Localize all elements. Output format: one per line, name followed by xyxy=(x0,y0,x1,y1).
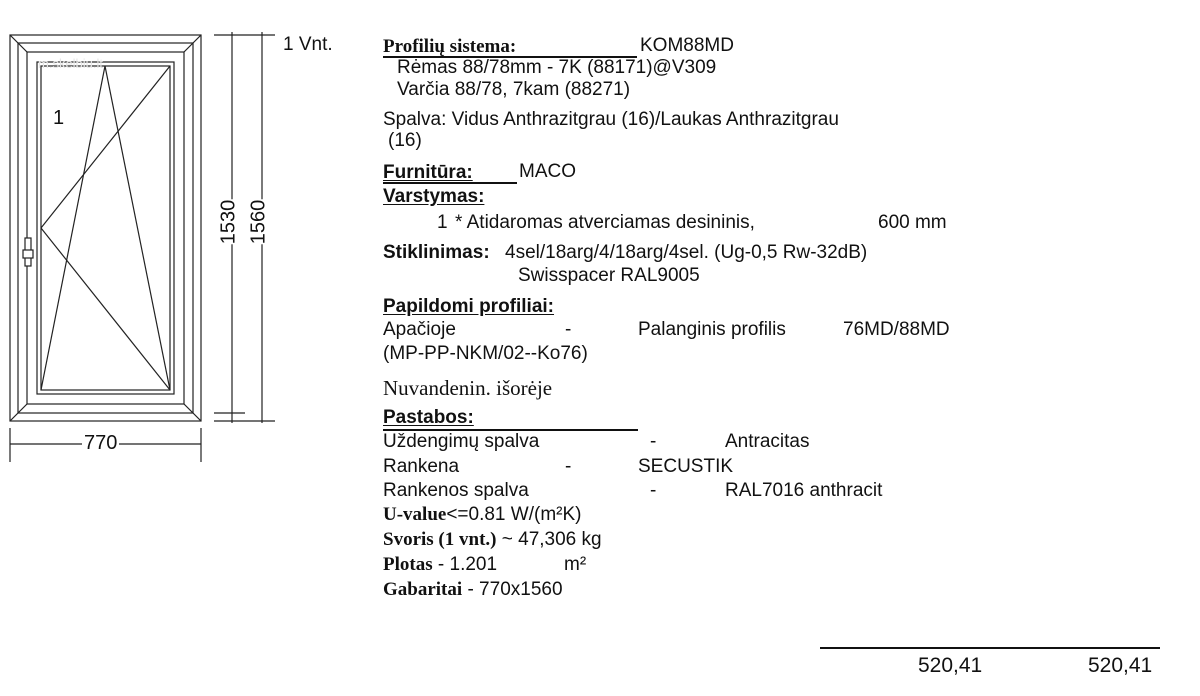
glazing-line2: Swisspacer RAL9005 xyxy=(518,265,700,286)
frame-inner-line xyxy=(18,43,193,413)
drainage-note: Nuvandenin. išorėje xyxy=(383,376,553,400)
unit-price: 520,41 xyxy=(918,654,983,677)
turn-line-bottom xyxy=(41,228,170,390)
hardware-label: Furnitūra: xyxy=(383,162,473,183)
outer-height-dimension: 1560 xyxy=(247,199,270,245)
quantity-label: 1 Vnt. xyxy=(283,34,333,55)
opening-width: 600 mm xyxy=(878,212,947,233)
hardware-value: MACO xyxy=(519,161,576,182)
color-spec-line1: Spalva: Vidus Anthrazitgrau (16)/Laukas Anthrazitgrau xyxy=(383,109,839,130)
frame-spec: Rėmas 88/78mm - 7K (88171)@V309 xyxy=(397,57,717,78)
glazing-line1: 4sel/18arg/4/18arg/4sel. (Ug-0,5 Rw-32dB) xyxy=(505,242,868,263)
tilt-line-left xyxy=(41,66,105,390)
profile-system-label: Profilių sistema: xyxy=(383,36,517,57)
note-dash: - xyxy=(650,431,657,452)
tilt-line-right xyxy=(105,66,170,390)
extra-dash: - xyxy=(565,319,572,340)
weight-label: Svoris (1 vnt.) xyxy=(383,529,497,550)
price-rule xyxy=(820,647,1160,649)
sash-outer xyxy=(27,52,184,404)
note-value: SECUSTIK xyxy=(638,456,734,477)
sash-spec: Varčia 88/78, 7kam (88271) xyxy=(397,79,631,100)
notes-label: Pastabos: xyxy=(383,407,474,428)
inner-height-dimension: 1530 xyxy=(217,199,240,245)
extra-code: 76MD/88MD xyxy=(843,319,950,340)
outer-frame xyxy=(10,35,201,421)
color-spec-line2: (16) xyxy=(388,130,422,151)
note-dash: - xyxy=(650,480,657,501)
note-name: Rankena xyxy=(383,456,460,477)
opening-count: 1 xyxy=(437,212,448,233)
note-value: Antracitas xyxy=(725,431,810,452)
area-label: Plotas xyxy=(383,554,433,575)
extra-position: Apačioje xyxy=(383,319,456,340)
dims-row xyxy=(383,580,563,600)
opening-description: * Atidaromas atverciamas desininis, xyxy=(455,212,755,233)
dims-label: Gabaritai xyxy=(383,579,463,600)
handle-icon xyxy=(23,238,33,266)
note-value: RAL7016 anthracit xyxy=(725,480,883,501)
total-price: 520,41 xyxy=(1088,654,1153,677)
area-value: - 1.201 xyxy=(437,554,498,575)
extra-name: Palanginis profilis xyxy=(638,319,786,340)
extra-profiles-label: Papildomi profiliai: xyxy=(383,296,555,317)
opening-label: Varstymas: xyxy=(383,186,485,207)
note-name: Uždengimų spalva xyxy=(383,431,540,452)
window-drawing xyxy=(0,0,360,480)
turn-line-top xyxy=(41,66,170,228)
uvalue-label: U-value xyxy=(383,504,447,525)
weight-value: ~ 47,306 kg xyxy=(501,529,602,550)
dims-value: - 770x1560 xyxy=(467,579,563,600)
uvalue-row xyxy=(383,505,581,525)
uvalue-value: <=0.81 W/(m²K) xyxy=(446,504,582,525)
area-unit: m² xyxy=(564,554,587,575)
watermark: m.skelbiu.lt xyxy=(38,56,104,71)
extra-code2: (MP-PP-NKM/02--Ko76) xyxy=(383,343,588,364)
profile-system-value: KOM88MD xyxy=(640,35,734,56)
hardware-rule xyxy=(383,182,517,184)
width-dimension: 770 xyxy=(84,432,118,454)
area-row xyxy=(383,555,497,575)
weight-row xyxy=(383,530,602,550)
note-dash: - xyxy=(565,456,572,477)
sash-number: 1 xyxy=(53,107,65,129)
note-name: Rankenos spalva xyxy=(383,480,529,501)
glazing-label: Stiklinimas: xyxy=(383,242,490,263)
